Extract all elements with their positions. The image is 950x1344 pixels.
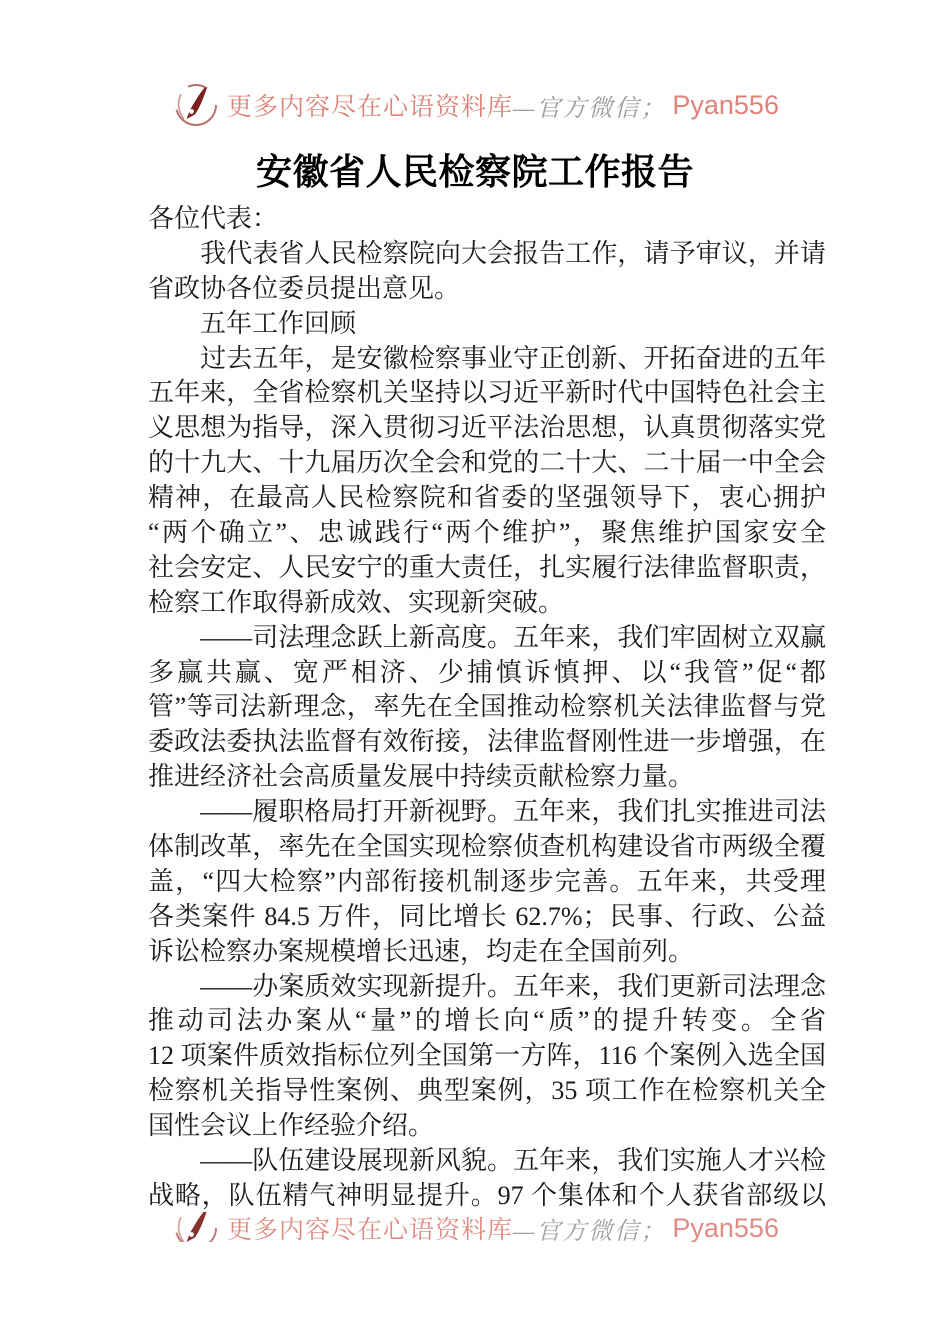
document-body: [148, 202, 826, 1214]
text-line: 体制改革，率先在全国实现检察侦查机构建设省市两级全覆: [148, 832, 826, 862]
text-line: 推动司法办案从“量”的增长向“质”的提升转变。全省: [148, 1006, 826, 1036]
watermark-text: 更多内容尽在心语资料库: [227, 94, 514, 121]
text-line: ——办案质效实现新提升。五年来，我们更新司法理念: [148, 971, 826, 1001]
watermark-label: —官方微信；: [513, 1218, 667, 1242]
text-line: 省政协各位委员提出意见。: [148, 273, 461, 303]
text-line: 12 项案件质效指标位列全国第一方阵，116 个案例入选全国: [148, 1041, 826, 1071]
watermark-wechat-id: Pyan556: [672, 89, 779, 120]
text-line: 各位代表：: [148, 204, 279, 233]
pen-nib-logo-icon: [171, 80, 221, 130]
text-line: 战略，队伍精气神明显提升。97 个集体和个人获省部级以: [148, 1180, 826, 1210]
watermark-header: [0, 80, 950, 130]
text-line: 过去五年，是安徽检察事业守正创新、开拓奋进的五年: [148, 343, 826, 373]
text-line: 委政法委执法监督有效衔接，法律监督刚性进一步增强，在: [148, 727, 826, 757]
text-line: 各类案件 84.5 万件，同比增长 62.7%；民事、行政、公益: [148, 901, 826, 931]
text-line: 推进经济社会高质量发展中持续贡献检察力量。: [148, 762, 695, 792]
pen-nib-logo-icon: [171, 1212, 221, 1242]
watermark-text: 更多内容尽在心语资料库: [227, 1217, 514, 1242]
watermark-wechat-id: Pyan556: [672, 1212, 779, 1242]
text-line: 社会安定、人民安宁的重大责任，扎实履行法律监督职责，: [148, 552, 826, 582]
watermark-label: —官方微信；: [513, 95, 667, 122]
text-line: 检察机关指导性案例、典型案例，35 项工作在检察机关全: [148, 1076, 826, 1106]
text-line: ——履职格局打开新视野。五年来，我们扎实推进司法: [148, 797, 826, 827]
text-line: 精神，在最高人民检察院和省委的坚强领导下，衷心拥护: [148, 483, 826, 513]
text-line: 多赢共赢、宽严相济、少捕慎诉慎押、以“我管”促“都: [148, 657, 826, 687]
text-line: 的十九大、十九届历次全会和党的二十大、二十届一中全会: [148, 448, 826, 478]
text-line: ——司法理念跃上新高度。五年来，我们牢固树立双赢: [148, 622, 826, 652]
text-line: 检察工作取得新成效、实现新突破。: [148, 587, 565, 617]
text-line: 义思想为指导，深入贯彻习近平法治思想，认真贯彻落实党: [148, 413, 826, 443]
text-line: 国性会议上作经验介绍。: [148, 1111, 435, 1141]
watermark-footer: [0, 1212, 950, 1242]
text-line: 五年来，全省检察机关坚持以习近平新时代中国特色社会主: [148, 378, 826, 408]
text-line: 盖，“四大检察”内部衔接机制逐步完善。五年来，共受理: [148, 866, 826, 896]
text-line: 管”等司法新理念，率先在全国推动检察机关法律监督与党: [148, 692, 826, 722]
text-line: ——队伍建设展现新风貌。五年来，我们实施人才兴检: [148, 1146, 826, 1176]
text-line: 诉讼检察办案规模增长迅速，均走在全国前列。: [148, 936, 695, 966]
text-line: 我代表省人民检察院向大会报告工作，请予审议，并请: [148, 238, 826, 268]
text-line: 五年工作回顾: [148, 308, 357, 338]
watermark-footer-clip: [0, 1212, 950, 1242]
text-line: “两个确立”、忠诚践行“两个维护”，聚焦维护国家安全: [148, 518, 826, 548]
page-title: 安徽省人民检察院工作报告: [255, 152, 694, 192]
